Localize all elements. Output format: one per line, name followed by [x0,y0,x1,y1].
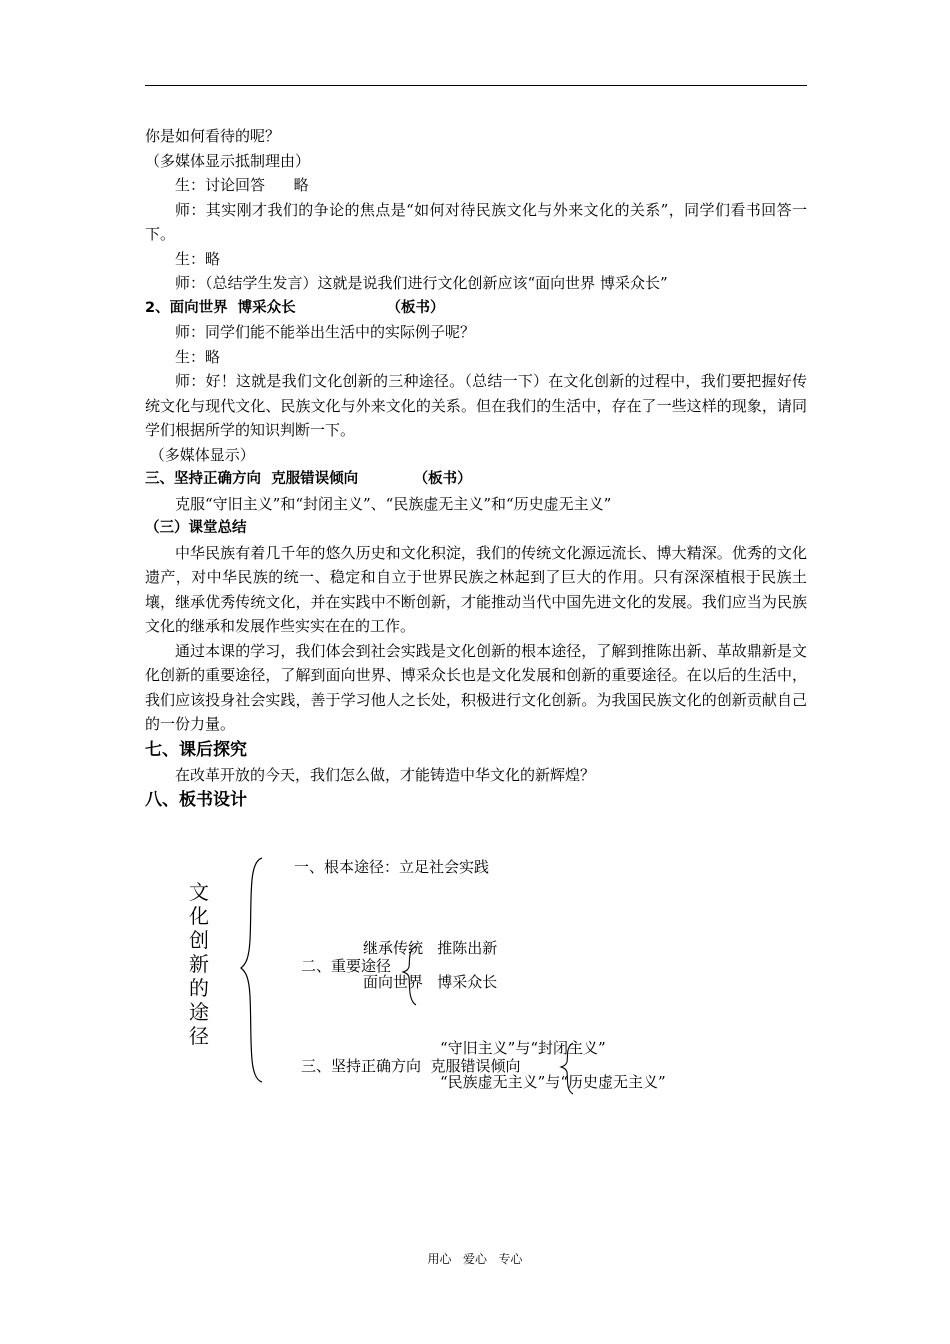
paragraph: （多媒体显示） [145,445,255,464]
diagram-item-2: 二、重要途径 [301,957,392,975]
paragraph: 在改革开放的今天，我们怎么做，才能铸造中华文化的新辉煌？ [175,765,596,784]
page-footer: 用心 爱心 专心 [427,1252,523,1266]
main-brace [241,858,262,1082]
section-heading: 八、板书设计 [145,790,247,810]
paragraph: 师：同学们能不能举出生活中的实际例子呢？ [175,323,476,341]
diagram-item-2b: 面向世界 博采众长 [363,973,498,991]
paragraph: 师：好！这就是我们文化创新的三种途径。（总结一下）在文化创新的过程中，我们要把握好传统文化与现代文化、民族文化与外来文化的关系。但在我们的生活中，存在了一些这样的现象，请同学们根据所学的知识判断一下。 [145,372,807,439]
paragraph: （多媒体显示抵制理由） [145,151,311,170]
diagram-item-3a: “守旧主义”与“封闭主义” [440,1039,606,1057]
diagram-title: 文化创新的途径 [189,880,209,1048]
section-heading: （三）课堂总结 [145,520,247,536]
section-heading: 七、课后探究 [145,739,247,760]
paragraph: 师：（总结学生发言）这就是说我们进行文化创新应该“面向世界 博采众长” [175,274,668,292]
diagram-item-2a: 继承传统 推陈出新 [363,939,498,957]
paragraph: 你是如何看待的呢？ [145,127,281,145]
diagram-item-3: 三、坚持正确方向 克服错误倾向 [301,1057,521,1075]
paragraph: 生：略 [175,347,221,366]
diagram-item-1: 一、根本途径：立足社会实践 [294,858,490,876]
paragraph: 生：讨论回答 略 [175,176,309,194]
diagram-item-3b: “民族虚无主义”与“历史虚无主义” [440,1073,666,1091]
paragraph: 师：其实刚才我们的争论的焦点是“如何对待民族文化与外来文化的关系”，同学们看书回答一下。 [145,200,807,243]
section-heading: 2、面向世界 博采众长 （板书） [145,299,445,316]
paragraph: 生：略 [175,249,221,268]
paragraph: 中华民族有着几千年的悠久历史和文化积淀，我们的传统文化源远流长、博大精深。优秀的文化遗产，对中华民族的统一、稳定和自立于世界民族之林起到了巨大的作用。只有深深植根于民族土壤，继承优秀传统文化，并在实践中不断创新，才能推动当代中国先进文化的发展。我们应当为民族文化的继承和发展作些实实在在的工作。 [145,543,807,635]
paragraph: 通过本课的学习，我们体会到社会实践是文化创新的根本途径，了解到推陈出新、革故鼎新是文化创新的重要途径，了解到面向世界、博采众长也是文化发展和创新的重要途径。在以后的生活中，我们应该投身社会实践，善于学习他人之长处，积极进行文化创新。为我国民族文化的创新贡献自己的一份力量。 [145,641,807,733]
section-heading: 三、坚持正确方向 克服错误倾向 （板书） [145,471,472,487]
paragraph: 克服“守旧主义”和“封闭主义”、“民族虚无主义”和“历史虚无主义” [175,494,612,513]
